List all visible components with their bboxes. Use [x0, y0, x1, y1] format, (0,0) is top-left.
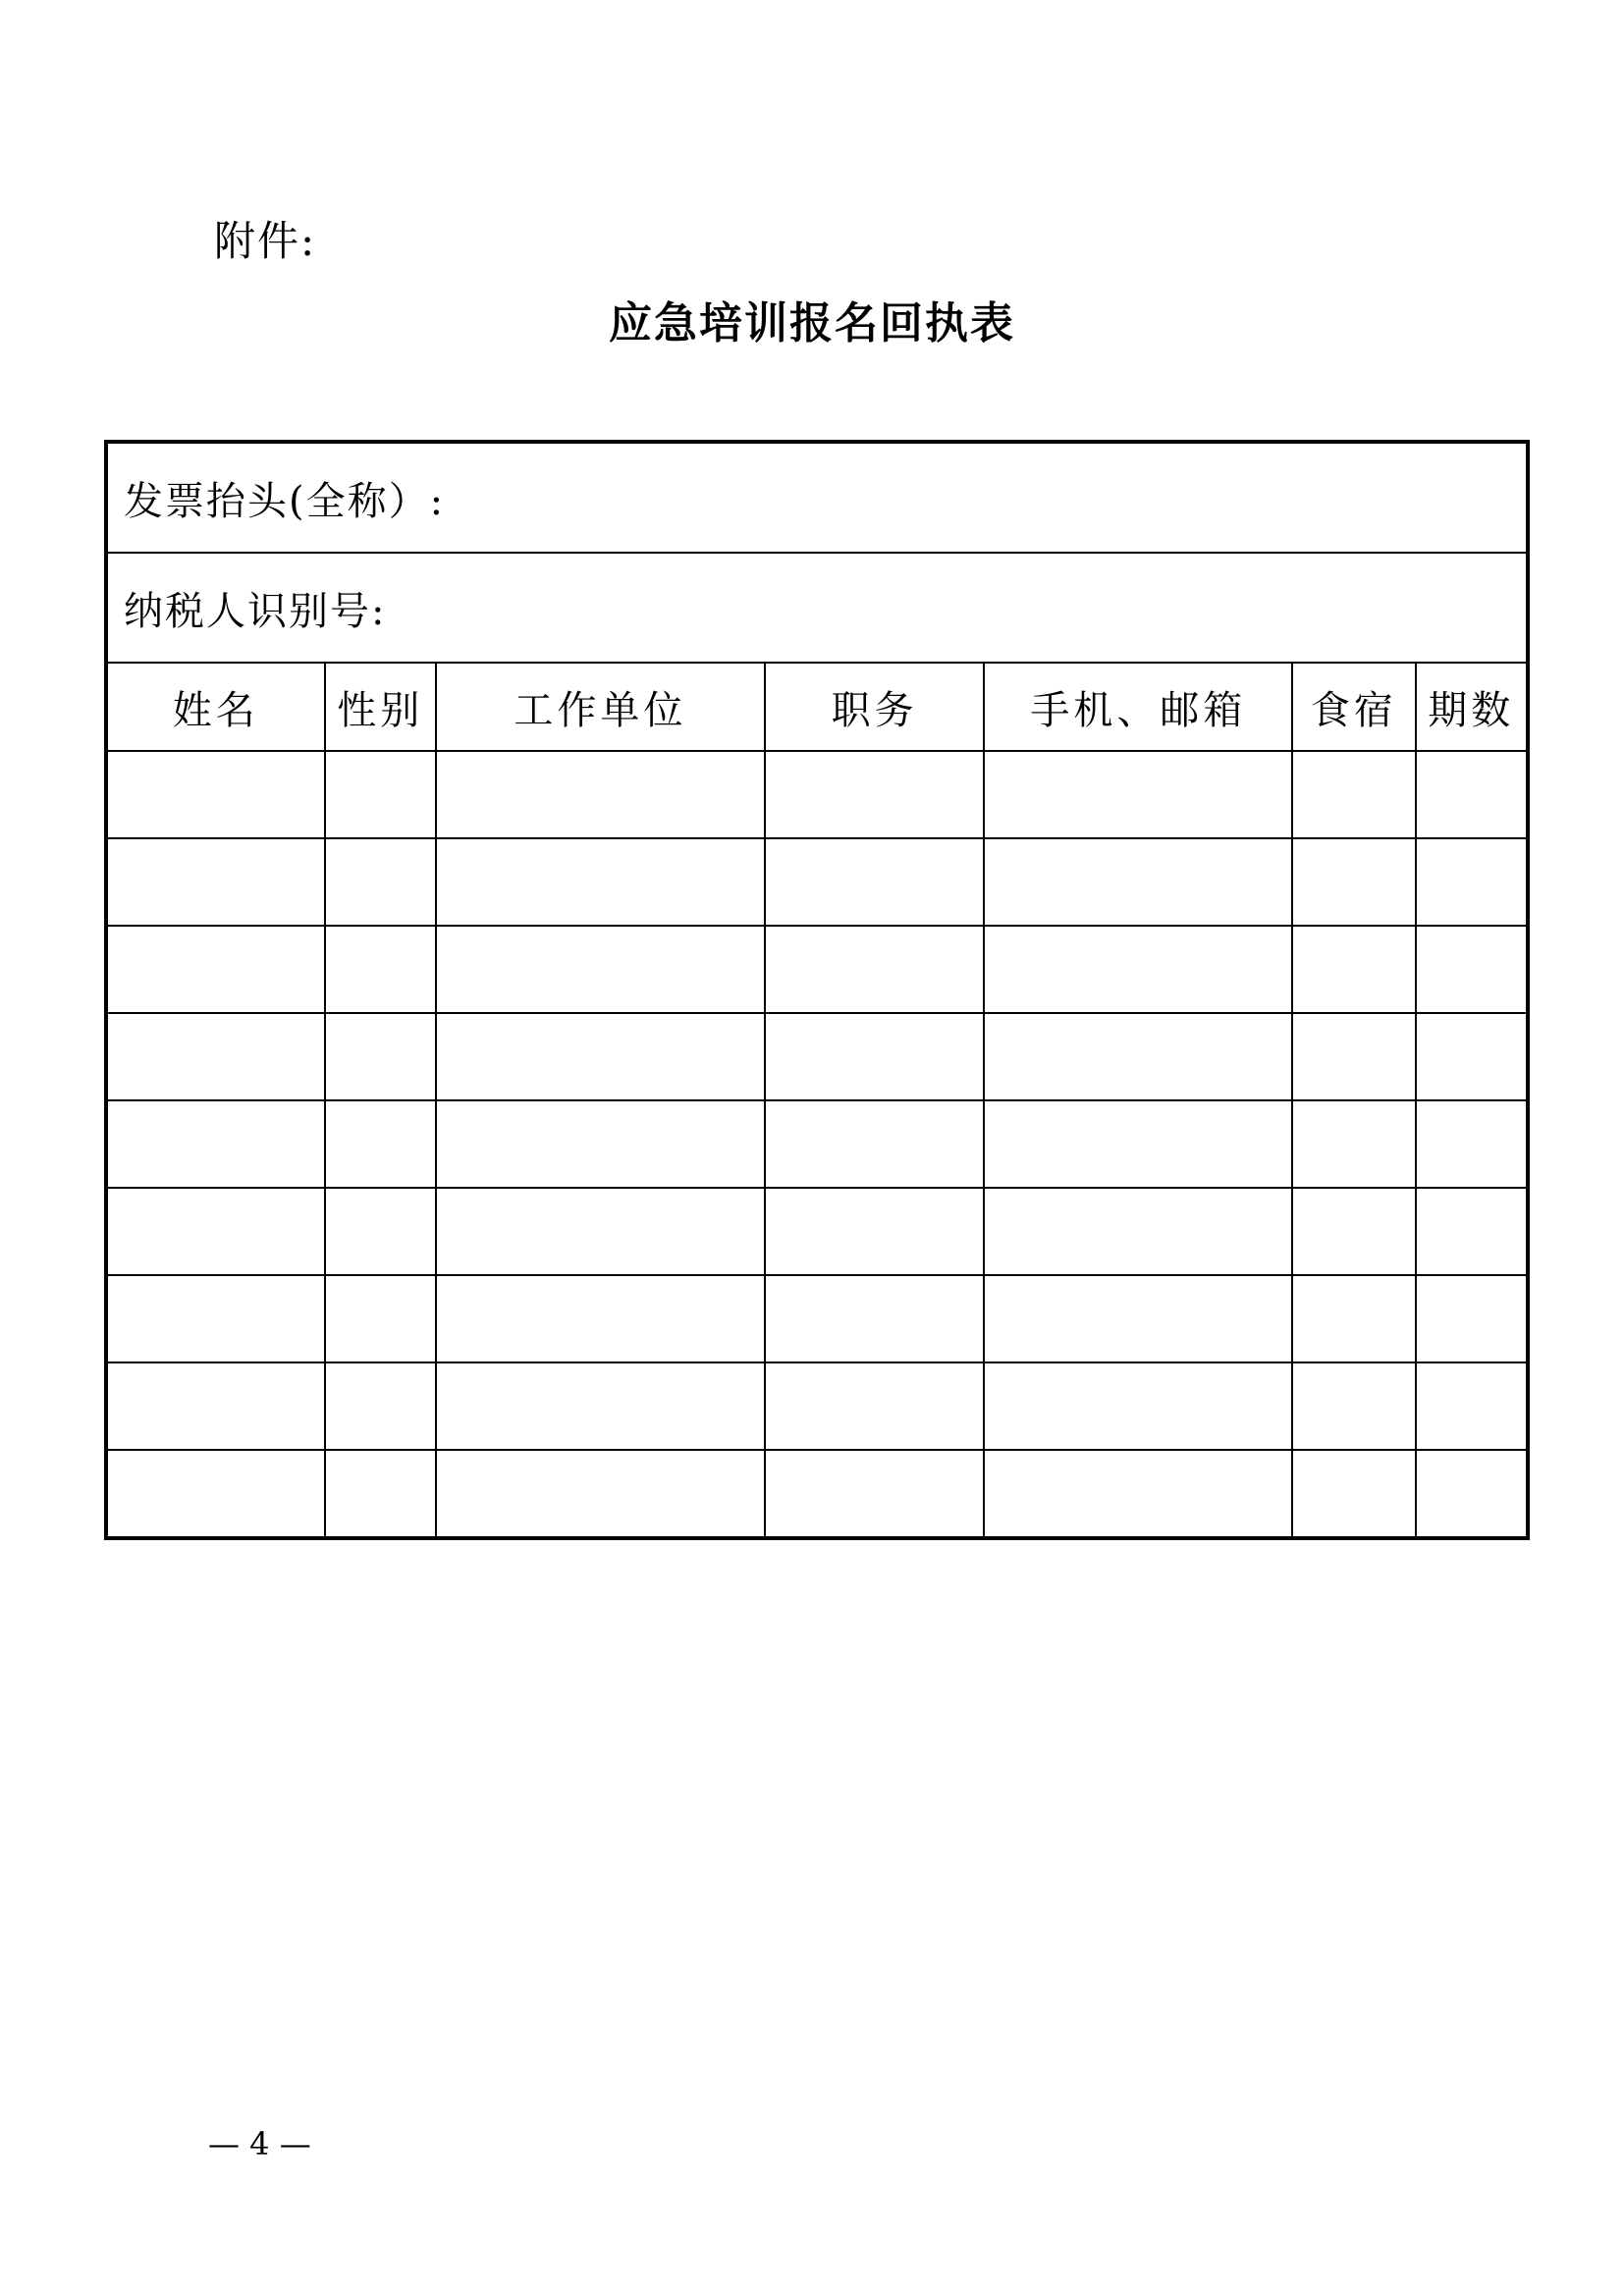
- column-header-name: 姓名: [106, 663, 325, 751]
- cell-work-unit[interactable]: [436, 1188, 765, 1275]
- cell-session[interactable]: [1416, 751, 1528, 838]
- cell-accommodation[interactable]: [1292, 1275, 1415, 1362]
- cell-gender[interactable]: [325, 926, 436, 1013]
- table-row: [106, 1013, 1528, 1100]
- cell-session[interactable]: [1416, 926, 1528, 1013]
- invoice-header-row: [106, 442, 1528, 553]
- cell-gender[interactable]: [325, 1100, 436, 1188]
- table-row: [106, 1275, 1528, 1362]
- cell-name[interactable]: [106, 838, 325, 926]
- column-header-row: [106, 663, 1528, 751]
- taxpayer-id-field[interactable]: [106, 553, 1528, 663]
- cell-gender[interactable]: [325, 1450, 436, 1538]
- cell-work-unit[interactable]: [436, 1100, 765, 1188]
- cell-name[interactable]: [106, 1362, 325, 1450]
- cell-name[interactable]: [106, 1188, 325, 1275]
- cell-name[interactable]: [106, 1450, 325, 1538]
- column-header-phone-email: 手机、邮箱: [984, 663, 1292, 751]
- cell-work-unit[interactable]: [436, 926, 765, 1013]
- cell-position[interactable]: [765, 751, 985, 838]
- cell-phone-email[interactable]: [984, 838, 1292, 926]
- cell-session[interactable]: [1416, 1100, 1528, 1188]
- data-rows: [106, 751, 1528, 1538]
- cell-name[interactable]: [106, 1013, 325, 1100]
- cell-session[interactable]: [1416, 1188, 1528, 1275]
- cell-position[interactable]: [765, 1188, 985, 1275]
- cell-position[interactable]: [765, 926, 985, 1013]
- attachment-label: 附件:: [214, 217, 317, 265]
- cell-phone-email[interactable]: [984, 926, 1292, 1013]
- cell-phone-email[interactable]: [984, 1188, 1292, 1275]
- cell-gender[interactable]: [325, 1362, 436, 1450]
- cell-gender[interactable]: [325, 1188, 436, 1275]
- cell-phone-email[interactable]: [984, 1100, 1292, 1188]
- column-header-gender: 性别: [325, 663, 436, 751]
- cell-accommodation[interactable]: [1292, 1013, 1415, 1100]
- cell-phone-email[interactable]: [984, 1450, 1292, 1538]
- column-header-accommodation: 食宿: [1292, 663, 1415, 751]
- table-row: [106, 1450, 1528, 1538]
- invoice-header-field[interactable]: [106, 442, 1528, 553]
- cell-work-unit[interactable]: [436, 1275, 765, 1362]
- cell-name[interactable]: [106, 1275, 325, 1362]
- cell-accommodation[interactable]: [1292, 1188, 1415, 1275]
- table-row: [106, 1362, 1528, 1450]
- cell-gender[interactable]: [325, 1275, 436, 1362]
- cell-session[interactable]: [1416, 838, 1528, 926]
- cell-phone-email[interactable]: [984, 1362, 1292, 1450]
- table-row: [106, 926, 1528, 1013]
- cell-work-unit[interactable]: [436, 1362, 765, 1450]
- taxpayer-id-row: [106, 553, 1528, 663]
- cell-phone-email[interactable]: [984, 751, 1292, 838]
- registration-form-table: [104, 440, 1530, 1540]
- cell-phone-email[interactable]: [984, 1013, 1292, 1100]
- taxpayer-id-label: 纳税人识别号:: [124, 588, 387, 634]
- column-header-work-unit: 工作单位: [436, 663, 765, 751]
- cell-gender[interactable]: [325, 1013, 436, 1100]
- page-number: — 4 —: [208, 2125, 311, 2163]
- document-title: 应急培训报名回执表: [609, 298, 1015, 348]
- cell-phone-email[interactable]: [984, 1275, 1292, 1362]
- cell-session[interactable]: [1416, 1275, 1528, 1362]
- cell-position[interactable]: [765, 1275, 985, 1362]
- cell-session[interactable]: [1416, 1362, 1528, 1450]
- cell-session[interactable]: [1416, 1450, 1528, 1538]
- cell-accommodation[interactable]: [1292, 838, 1415, 926]
- cell-gender[interactable]: [325, 838, 436, 926]
- cell-position[interactable]: [765, 1100, 985, 1188]
- cell-accommodation[interactable]: [1292, 926, 1415, 1013]
- table-row: [106, 751, 1528, 838]
- cell-position[interactable]: [765, 1013, 985, 1100]
- cell-work-unit[interactable]: [436, 1450, 765, 1538]
- cell-work-unit[interactable]: [436, 838, 765, 926]
- table-row: [106, 1188, 1528, 1275]
- cell-gender[interactable]: [325, 751, 436, 838]
- cell-name[interactable]: [106, 926, 325, 1013]
- column-header-session: 期数: [1416, 663, 1528, 751]
- cell-name[interactable]: [106, 1100, 325, 1188]
- cell-accommodation[interactable]: [1292, 1100, 1415, 1188]
- column-header-position: 职务: [765, 663, 985, 751]
- cell-session[interactable]: [1416, 1013, 1528, 1100]
- cell-accommodation[interactable]: [1292, 1450, 1415, 1538]
- table-row: [106, 1100, 1528, 1188]
- cell-accommodation[interactable]: [1292, 751, 1415, 838]
- cell-position[interactable]: [765, 838, 985, 926]
- cell-work-unit[interactable]: [436, 751, 765, 838]
- cell-position[interactable]: [765, 1362, 985, 1450]
- table-row: [106, 838, 1528, 926]
- cell-position[interactable]: [765, 1450, 985, 1538]
- invoice-header-label: 发票抬头(全称）:: [124, 478, 446, 524]
- cell-accommodation[interactable]: [1292, 1362, 1415, 1450]
- cell-work-unit[interactable]: [436, 1013, 765, 1100]
- cell-name[interactable]: [106, 751, 325, 838]
